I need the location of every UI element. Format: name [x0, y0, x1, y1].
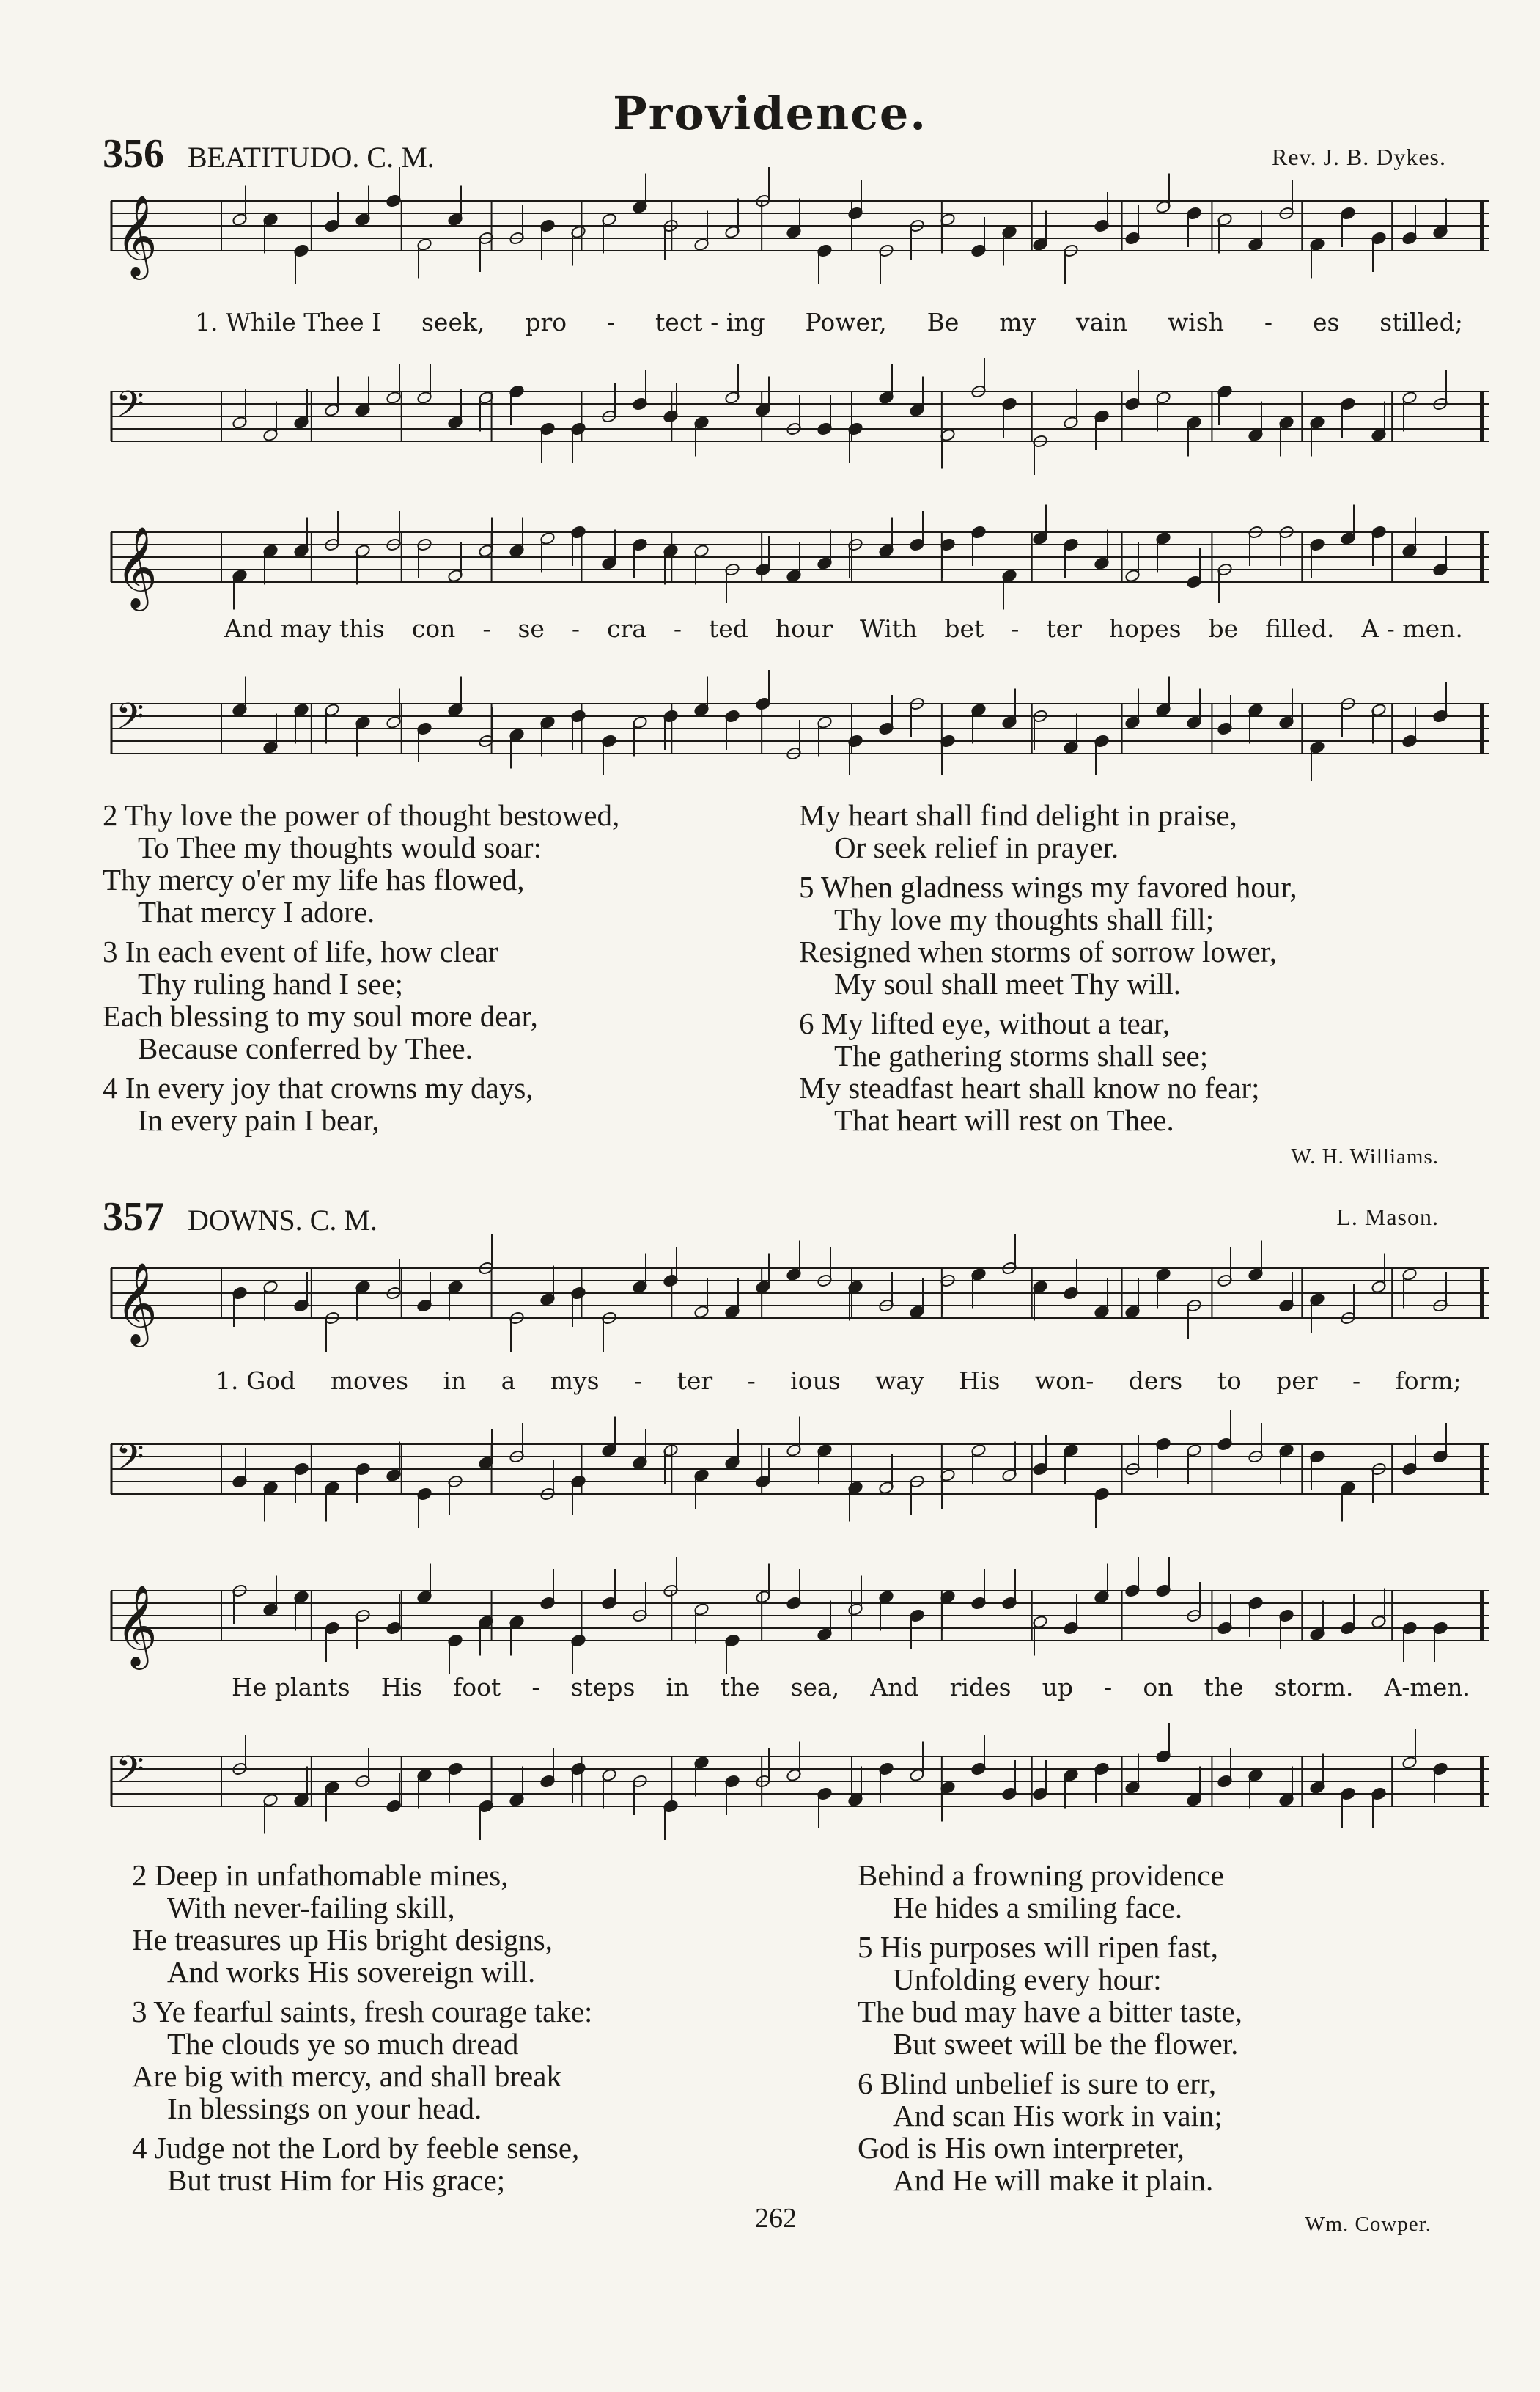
lyric-syllable: seek, [421, 308, 485, 336]
stanza-line: Each blessing to my soul more dear, [103, 999, 538, 1033]
stanza-line: The gathering storms shall see; [834, 1039, 1209, 1072]
svg-text:𝄢: 𝄢 [116, 696, 144, 747]
lyric-syllable: His [959, 1366, 1001, 1395]
svg-text:𝄢: 𝄢 [116, 383, 144, 435]
lyric-syllable: filled. [1265, 614, 1335, 643]
stanza-line: Behind a frowning providence [858, 1858, 1224, 1892]
music-staff-treble [111, 1576, 1489, 1664]
lyric-syllable: se [517, 614, 545, 643]
music-staff-bass [111, 377, 1489, 465]
music-staff-treble [111, 186, 1489, 274]
lyric-syllable: ders [1128, 1366, 1183, 1395]
lyric-line [232, 1673, 1470, 1701]
lyric-syllable: on [1143, 1673, 1174, 1701]
stanza-line: The clouds ye so much dread [167, 2027, 519, 2061]
stanza-line: My steadfast heart shall know no fear; [799, 1071, 1260, 1105]
hymn-number: 356 [103, 131, 164, 177]
lyric-syllable: es [1312, 308, 1340, 336]
music-staff-bass [111, 689, 1489, 777]
stanzas-right [799, 799, 1297, 1136]
lyric-syllable: cra [606, 614, 646, 643]
stanza-line: The bud may have a bitter taste, [858, 1995, 1242, 2028]
svg-text:𝄞: 𝄞 [116, 526, 158, 608]
lyric-line [195, 308, 1463, 336]
tune-title: DOWNS. C. M. [188, 1204, 377, 1237]
lyric-syllable: - [482, 614, 491, 643]
lyric-syllable: ter [1046, 614, 1082, 643]
stanza-line: My soul shall meet Thy will. [834, 967, 1182, 1001]
stanza-line: God is His own interpreter, [858, 2131, 1185, 2165]
lyric-syllable: 1. While Thee I [195, 308, 382, 336]
lyric-syllable: And may this [224, 614, 385, 643]
lyric-syllable: ious [790, 1366, 841, 1395]
lyric-syllable: ted [708, 614, 748, 643]
lyric-syllable: to [1217, 1366, 1242, 1395]
author: Wm. Cowper. [1305, 2212, 1432, 2236]
stanza-line: 4 In every joy that crowns my days, [103, 1071, 534, 1105]
lyric-line [224, 614, 1463, 643]
stanza-line: 2 Deep in unfathomable mines, [132, 1858, 509, 1892]
lyric-syllable: the [1204, 1673, 1244, 1701]
lyric-syllable: With [859, 614, 918, 643]
lyric-syllable: bet [944, 614, 984, 643]
hymn-357-header [103, 1193, 377, 1240]
stanza-line: To Thee my thoughts would soar: [138, 831, 542, 864]
composer: Rev. J. B. Dykes. [1271, 144, 1446, 170]
music-staff-bass [111, 1429, 1489, 1517]
hymn-number: 357 [103, 1194, 164, 1240]
lyric-syllable: hopes [1108, 614, 1182, 643]
stanza-line: With never-failing skill, [167, 1891, 455, 1924]
stanza-line: Or seek relief in prayer. [834, 831, 1119, 864]
svg-text:𝄞: 𝄞 [116, 1262, 158, 1344]
stanza-line: He hides a smiling face. [893, 1891, 1183, 1924]
stanza-line: 6 Blind unbelief is sure to err, [858, 2067, 1217, 2100]
lyric-syllable: a [501, 1366, 516, 1395]
lyric-syllable: my [999, 308, 1036, 336]
stanzas-left [132, 1859, 592, 2196]
lyric-syllable: steps [570, 1673, 635, 1701]
stanza-line: But sweet will be the flower. [893, 2027, 1239, 2061]
stanza-line: 2 Thy love the power of thought bestowed, [103, 798, 620, 832]
lyric-syllable: ter [677, 1366, 713, 1395]
lyric-syllable: vain [1076, 308, 1128, 336]
stanza-line: 6 My lifted eye, without a tear, [799, 1007, 1171, 1040]
svg-text:𝄞: 𝄞 [116, 194, 158, 276]
lyric-syllable: 1. God [215, 1366, 296, 1395]
lyric-syllable: Be [926, 308, 959, 336]
lyric-syllable: con [411, 614, 456, 643]
stanza-line: 3 In each event of life, how clear [103, 935, 498, 968]
lyric-syllable: And [870, 1673, 919, 1701]
lyric-syllable: A-men. [1384, 1673, 1470, 1701]
lyric-syllable: - [1011, 614, 1020, 643]
stanza-line: Thy love my thoughts shall fill; [834, 902, 1215, 936]
lyric-syllable: way [875, 1366, 924, 1395]
lyric-syllable: wish [1168, 308, 1225, 336]
lyric-syllable: - [673, 614, 682, 643]
lyric-syllable: - [1352, 1366, 1361, 1395]
stanza-line: Resigned when storms of sorrow lower, [799, 935, 1277, 968]
stanza-line: Because conferred by Thee. [138, 1031, 473, 1065]
stanza-line: And works His sovereign will. [167, 1955, 536, 1989]
svg-text:𝄢: 𝄢 [116, 1748, 144, 1800]
svg-text:𝄢: 𝄢 [116, 1436, 144, 1487]
stanza-line: Thy mercy o'er my life has flowed, [103, 863, 525, 897]
stanza-line: He treasures up His bright designs, [132, 1923, 553, 1957]
lyric-syllable: foot [453, 1673, 501, 1701]
lyric-syllable: - [747, 1366, 756, 1395]
lyric-syllable: up [1042, 1673, 1074, 1701]
stanza-line: And He will make it plain. [893, 2163, 1214, 2197]
stanza-line: That mercy I adore. [138, 895, 375, 929]
stanza-line: 3 Ye fearful saints, fresh courage take: [132, 1995, 593, 2028]
stanzas-right [858, 1859, 1242, 2196]
stanza-line: Thy ruling hand I see; [138, 967, 404, 1001]
lyric-syllable: He plants [232, 1673, 350, 1701]
lyric-syllable: Power, [805, 308, 887, 336]
music-staff-bass [111, 1742, 1489, 1830]
lyric-syllable: - [1104, 1673, 1113, 1701]
stanza-line: And scan His work in vain; [893, 2099, 1223, 2132]
section-title: Providence. [613, 87, 927, 140]
lyric-syllable: - [571, 614, 581, 643]
stanza-line: 5 When gladness wings my favored hour, [799, 870, 1297, 904]
lyric-syllable: pro [525, 308, 567, 336]
lyric-syllable: in [443, 1366, 467, 1395]
stanzas-left [103, 799, 619, 1136]
lyric-syllable: - [607, 308, 616, 336]
music-staff-treble [111, 518, 1489, 606]
tune-title: BEATITUDO. C. M. [188, 141, 435, 174]
stanza-line: Are big with mercy, and shall break [132, 2059, 561, 2093]
stanza-line: Unfolding every hour: [893, 1962, 1162, 1996]
lyric-syllable: hour [775, 614, 833, 643]
lyric-syllable: the [720, 1673, 760, 1701]
lyric-syllable: - [1264, 308, 1273, 336]
lyric-syllable: storm. [1274, 1673, 1354, 1701]
lyric-syllable: in [666, 1673, 690, 1701]
page-number: 262 [755, 2203, 797, 2234]
lyric-syllable: sea, [790, 1673, 840, 1701]
stanza-line: But trust Him for His grace; [167, 2163, 506, 2197]
stanza-line: 5 His purposes will ripen fast, [858, 1930, 1218, 1964]
stanza-line: In blessings on your head. [167, 2091, 482, 2125]
lyric-syllable: His [380, 1673, 422, 1701]
composer: L. Mason. [1336, 1204, 1439, 1230]
lyric-syllable: A - men. [1361, 614, 1463, 643]
lyric-syllable: mys [550, 1366, 600, 1395]
lyric-syllable: - [634, 1366, 643, 1395]
stanza-line: My heart shall find delight in praise, [799, 798, 1237, 832]
music-staff-treble [111, 1254, 1489, 1342]
lyric-syllable: be [1208, 614, 1239, 643]
lyric-syllable: form; [1395, 1366, 1462, 1395]
lyric-syllable: stilled; [1379, 308, 1463, 336]
lyric-syllable: rides [949, 1673, 1012, 1701]
stanza-line: 4 Judge not the Lord by feeble sense, [132, 2131, 580, 2165]
stanza-line: That heart will rest on Thee. [834, 1103, 1174, 1137]
lyric-syllable: per [1276, 1366, 1318, 1395]
lyric-syllable: tect - ing [655, 308, 765, 336]
hymn-356-header [103, 130, 435, 177]
lyric-syllable: - [531, 1673, 540, 1701]
lyric-line [215, 1366, 1462, 1395]
stanza-line: In every pain I bear, [138, 1103, 380, 1137]
svg-text:𝄞: 𝄞 [116, 1584, 158, 1666]
author: W. H. Williams. [1291, 1145, 1439, 1169]
lyric-syllable: won- [1034, 1366, 1094, 1395]
lyric-syllable: moves [330, 1366, 409, 1395]
